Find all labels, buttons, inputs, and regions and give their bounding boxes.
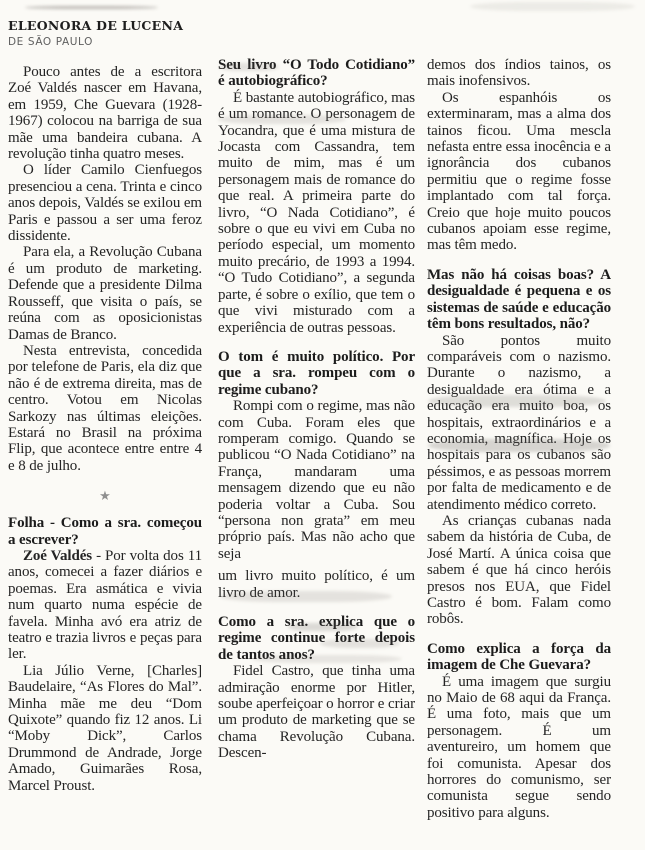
article-paragraph: Rompi com o regime, mas não com Cuba. Foram eles que romperam comigo. Quando se publicou “O Nada Cotidiano” na França, mandaram uma mensagem dizendo que eu não poderia voltar a Cuba. Sou “persona non grata” em meu próprio país. Mas não acho que seja xyxy=(218,398,415,562)
interview-question: Como a sra. explica que o regime continue forte depois de tantos anos? xyxy=(218,614,415,663)
article-paragraph: Nesta entrevista, concedida por telefone de Paris, ela diz que não é de extrema direita, mas de centro. Votou em Nicolas Sarkozy nas últimas eleições. Estará no Brasil na próxima Flip, que acontece entre entre 4 e 8 de julho. xyxy=(8,342,202,474)
article-paragraph: Pouco antes de a escritora Zoé Valdés nascer em Havana, em 1959, Che Guevara (1928-1967) colocou na barriga de sua mãe uma bandeira cubana. A revolução tinha quatro meses. xyxy=(8,64,202,163)
article-paragraph: As crianças cubanas nada sabem da história de Cuba, de José Martí. A única coisa que sabem é que há cinco heróis presos nos EUA, que Fidel Castro é bom. Falam como robôs. xyxy=(427,512,611,628)
article-paragraph: um livro muito político, é um livro de amor. xyxy=(218,568,415,601)
article-paragraph: É uma imagem que surgiu no Maio de 68 aqui da França. É uma foto, mais que um personagem. É um aventureiro, um homem que foi comunista. Apesar dos horrores do comunismo, ser comunista segue sendo positivo para alguns. xyxy=(427,673,611,821)
interview-question: Como explica a força da imagem de Che Guevara? xyxy=(427,640,611,674)
article-paragraph xyxy=(8,548,202,663)
paragraph-text: - Por volta dos 11 anos, comecei a fazer diários e poemas. Era asmática e vivia num quarto numa espécie de favela. Minha avó era atriz de teatro e trazia livros e peças para ler. xyxy=(8,547,202,663)
article-paragraph: Para ela, a Revolução Cubana é um produto de marketing. Defende que a presidente Dilma Rousseff, que visita o país, se reúna com as oposicionistas Damas de Branco. xyxy=(8,244,202,343)
byline-location: DE SÃO PAULO xyxy=(8,36,93,48)
column-2 xyxy=(218,57,415,762)
article-paragraph: demos dos índios tainos, os mais inofensivos. xyxy=(427,57,611,90)
answer-speaker-lead: Zoé Valdés xyxy=(23,547,93,564)
column-3 xyxy=(427,57,611,821)
article-paragraph: Fidel Castro, que tinha uma admiração enorme por Hitler, soube aperfeiçoar o horror e criar um produto de marketing que se chama Revolução Cubana. Descen- xyxy=(218,663,415,762)
star-icon: ★ xyxy=(99,488,111,504)
article-paragraph: O líder Camilo Cienfuegos presenciou a cena. Trinta e cinco anos depois, Valdés se exilou em Paris e passou a ser uma feroz dissidente. xyxy=(8,162,202,245)
scan-smudge xyxy=(25,6,158,9)
scan-smudge xyxy=(470,2,635,11)
byline-author: ELEONORA DE LUCENA xyxy=(8,18,184,33)
column-1 xyxy=(8,18,202,794)
section-divider xyxy=(8,489,202,502)
article-paragraph: São pontos muito comparáveis com o nazismo. Durante o nazismo, a desigualdade era ótima e a educação era muito boa, os hospitais, extraordinários e a economia, magnífica. Hoje os hospitais para os cubanos são péssimos, e as pessoas morrem por falta de medicamento e de atendimento médico correto. xyxy=(427,332,611,513)
interview-question: Mas não há coisas boas? A desigualdade é pequena e os sistemas de saúde e educação têm bons resultados, não? xyxy=(427,266,611,333)
interview-question: Folha - Como a sra. começou a escrever? xyxy=(8,515,202,548)
interview-question: Seu livro “O Todo Cotidiano” é autobiográfico? xyxy=(218,57,415,90)
article-paragraph: Os espanhóis os exterminaram, mas a alma dos tainos ficou. Uma mescla nefasta entre essa inocência e a ignorância dos cubanos permitiu que o regime fosse implantado com tal força. Creio que hoje muito poucos cubanos apoiam esse regime, mas têm medo. xyxy=(427,89,611,254)
interview-question: O tom é muito político. Por que a sra. rompeu com o regime cubano? xyxy=(218,348,415,398)
article-paragraph: É bastante autobiográfico, mas é um romance. O personagem de Yocandra, que é uma mistura de Jocasta com Cassandra, tem muito de mim, mas é um personagem mais de romance do que real. A primeira parte do livro, “O Nada Cotidiano”, é sobre o que eu vivi em Cuba no período especial, um momento muito precário, de 1993 a 1994. “O Tudo Cotidiano”, a segunda parte, é sobre o exílio, que tem o que vivi misturado com a experiência de outras pessoas. xyxy=(218,89,415,336)
article-paragraph: Lia Júlio Verne, [Charles] Baudelaire, “As Flores do Mal”. Minha mãe me deu “Dom Quixote” quando fiz 12 anos. Li “Moby Dick”, Carlos Drummond de Andrade, Jorge Amado, Guimarães Rosa, Marcel Proust. xyxy=(8,662,202,794)
